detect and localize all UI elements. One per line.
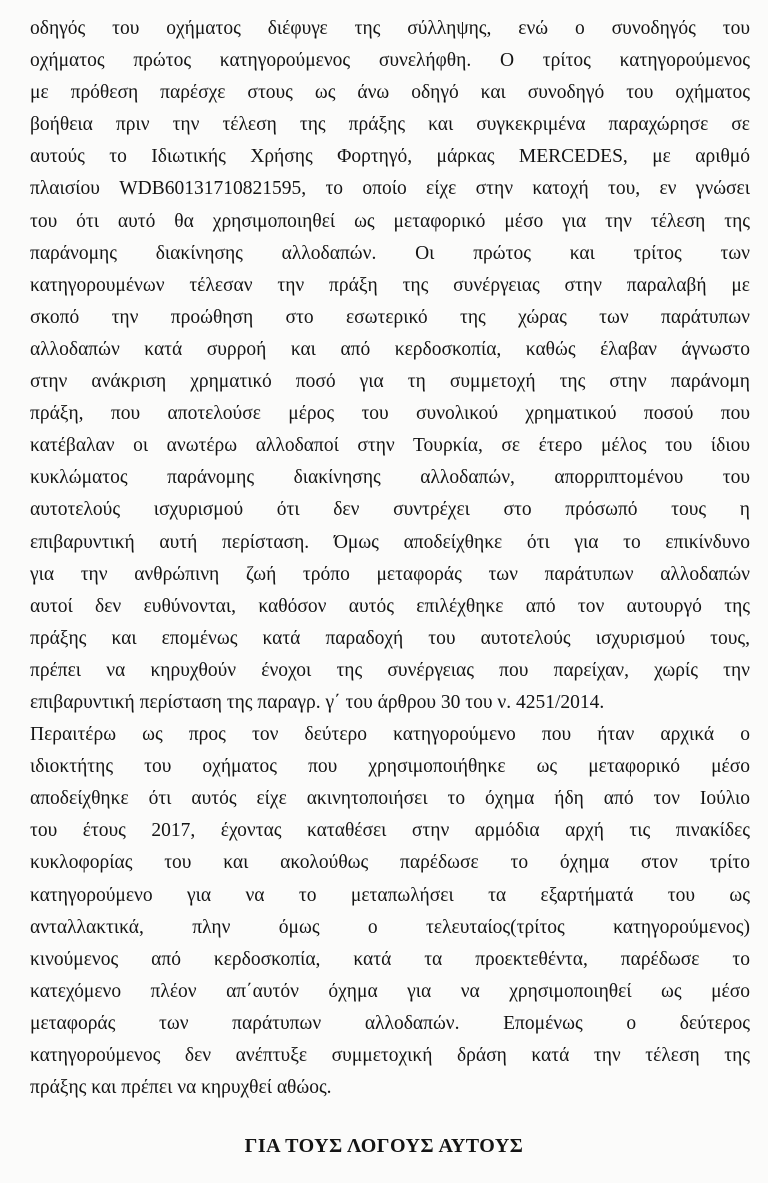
text-line: του ότι αυτό θα χρησιμοποιηθεί ως μεταφορικό μέσο για την τέλεση της xyxy=(30,210,750,232)
text-line: επιβαρυντική περίσταση της παραγρ. γ΄ του άρθρου 30 του ν. 4251/2014. xyxy=(30,691,605,713)
text-line: κατηγορουμένων τέλεσαν την πράξη της συνέργειας στην παραλαβή με xyxy=(30,274,750,296)
text-line: παράνομης διακίνησης αλλοδαπών. Οι πρώτος και τρίτος των xyxy=(30,242,750,264)
text-line: πράξης και επομένως κατά παραδοχή του αυτοτελούς ισχυρισμού τους, xyxy=(30,627,750,649)
text-line: κυκλώματος παράνομης διακίνησης αλλοδαπών, απορριπτομένου του xyxy=(30,467,750,489)
text-line: αυτοί δεν ευθύνονται, καθόσον αυτός επιλέχθηκε από τον αυτουργό της xyxy=(30,595,750,617)
text-line: αποδείχθηκε ότι αυτός είχε ακινητοποιήσει το όχημα ήδη από τον Ιούλιο xyxy=(30,788,750,810)
text-line: αυτοτελούς ισχυρισμού ότι δεν συντρέχει στο πρόσωπό τους η xyxy=(30,499,750,521)
text-line: μεταφοράς των παράτυπων αλλοδαπών. Επομένως ο δεύτερος xyxy=(30,1012,750,1034)
text-line: για την ανθρώπινη ζωή τρόπο μεταφοράς των παράτυπων αλλοδαπών xyxy=(30,563,750,585)
text-line: Περαιτέρω ως προς τον δεύτερο κατηγορούμενο που ήταν αρχικά ο xyxy=(30,724,750,746)
section-heading: ΓΙΑ ΤΟΥΣ ΛΟΓΟΥΣ ΑΥΤΟΥΣ xyxy=(244,1135,524,1157)
text-line: πρέπει να κηρυχθούν ένοχοι της συνέργειας που παρείχαν, χωρίς την xyxy=(30,659,750,681)
text-line: ιδιοκτήτης του οχήματος που χρησιμοποιήθηκε ως μεταφορικό μέσο xyxy=(30,756,750,778)
text-line: αλλοδαπών κατά συρροή και από κερδοσκοπία, καθώς έλαβαν άγνωστο xyxy=(30,338,750,360)
text-line: σκοπό την προώθηση στο εσωτερικό της χώρας των παράτυπων xyxy=(30,306,750,328)
text-line: κυκλοφορίας του και ακολούθως παρέδωσε το όχημα στον τρίτο xyxy=(30,852,750,874)
text-line: με πρόθεση παρέσχε στους ως άνω οδηγό και συνοδηγό του οχήματος xyxy=(30,82,750,104)
text-line: του έτους 2017, έχοντας καταθέσει στην αρμόδια αρχή τις πινακίδες xyxy=(30,820,750,842)
text-line: κατεχόμενο πλέον απ΄αυτόν όχημα για να χρησιμοποιηθεί ως μέσο xyxy=(30,980,750,1002)
text-line: ανταλλακτικά, πλην όμως ο τελευταίος(τρίτος κατηγορούμενος) xyxy=(30,916,750,938)
text-line: πράξης και πρέπει να κηρυχθεί αθώος. xyxy=(30,1077,332,1099)
text-line: πράξη, που αποτελούσε μέρος του συνολικού χρηματικού ποσού που xyxy=(30,403,750,425)
text-line: πλαισίου WDB60131710821595, το οποίο είχε στην κατοχή του, εν γνώσει xyxy=(30,178,750,200)
text-line: στην ανάκριση χρηματικό ποσό για τη συμμετοχή της στην παράνομη xyxy=(30,371,750,393)
text-line: οχήματος πρώτος κατηγορούμενος συνελήφθη. Ο τρίτος κατηγορούμενος xyxy=(30,50,750,72)
text-line: αυτούς το Ιδιωτικής Χρήσης Φορτηγό, μάρκας MERCEDES, με αριθμό xyxy=(30,146,750,168)
text-line: επιβαρυντική αυτή περίσταση. Όμως αποδείχθηκε ότι για το επικίνδυνο xyxy=(30,531,750,553)
text-line: κατηγορούμενο για να το μεταπωλήσει τα εξαρτήματά του ως xyxy=(30,884,750,906)
text-line: κατέβαλαν οι ανωτέρω αλλοδαποί στην Τουρκία, σε έτερο μέλος του ίδιου xyxy=(30,435,750,457)
text-line: κατηγορούμενος δεν ανέπτυξε συμμετοχική δράση κατά την τέλεση της xyxy=(30,1045,750,1066)
text-line: βοήθεια πριν την τέλεση της πράξης και συγκεκριμένα παραχώρησε σε xyxy=(30,114,750,136)
document-body xyxy=(30,13,750,1104)
text-line: κινούμενος από κερδοσκοπία, κατά τα προεκτεθέντα, παρέδωσε το xyxy=(30,948,750,970)
text-line: οδηγός του οχήματος διέφυγε της σύλληψης, ενώ ο συνοδηγός του xyxy=(30,18,750,39)
